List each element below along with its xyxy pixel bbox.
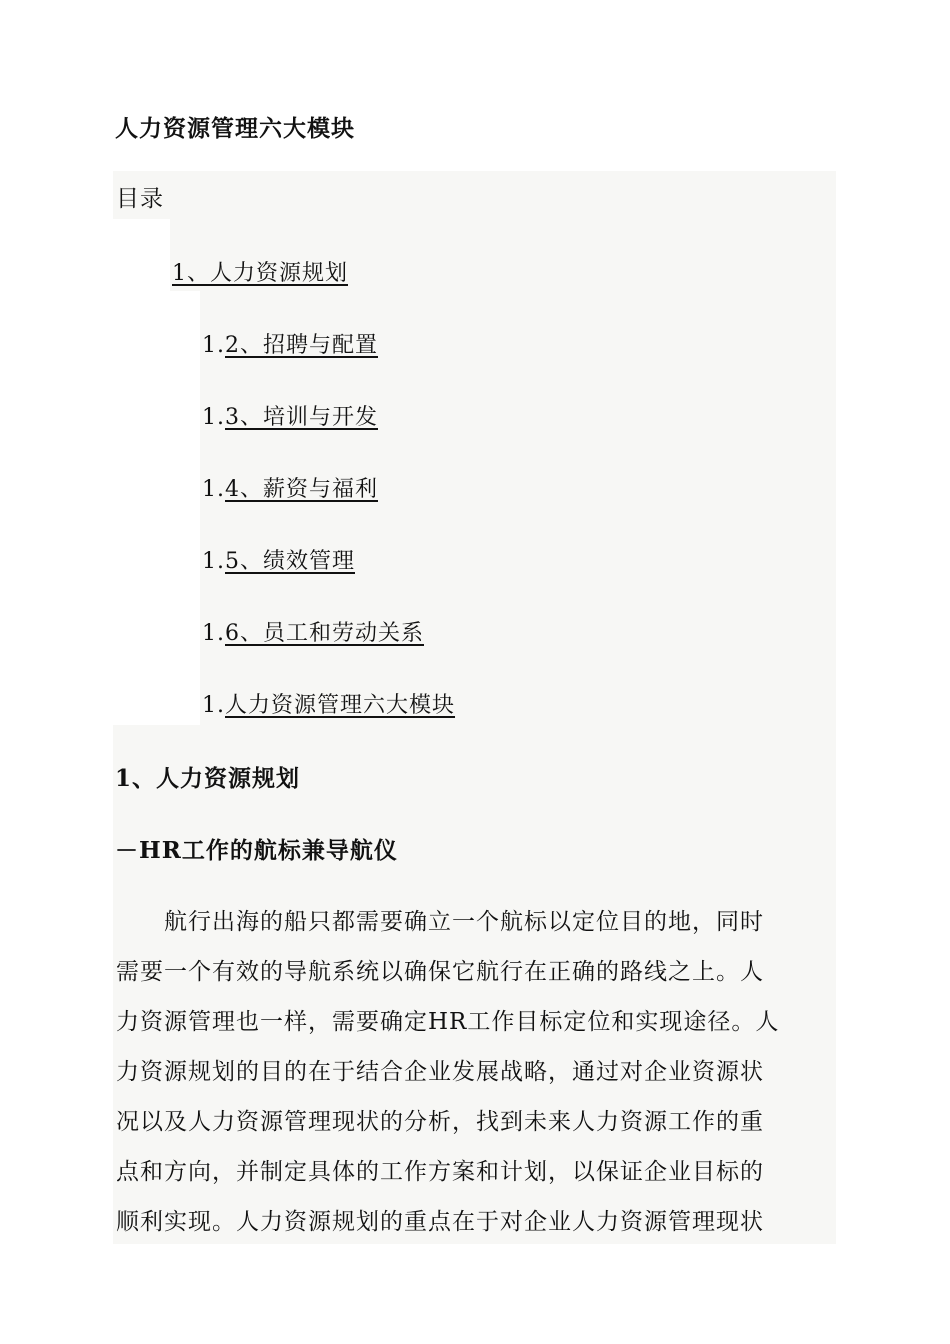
paragraph-line: 点和方向，并制定具体的工作方案和计划，以保证企业目标的 [116,1159,764,1185]
paragraph-line: 顺利实现。人力资源规划的重点在于对企业人力资源管理现状 [116,1209,764,1235]
toc-number-prefix: 1. [202,549,225,574]
toc-item[interactable] [202,328,378,359]
toc-link[interactable]: 人力资源管理六大模块 [225,693,456,718]
toc-link[interactable]: 4、薪资与福利 [225,477,378,502]
toc-background [113,171,836,219]
toc-number-prefix: 1. [202,693,225,718]
paragraph-line: 况以及人力资源管理现状的分析，找到未来人力资源工作的重 [116,1109,764,1135]
toc-item[interactable] [202,544,355,575]
paragraph-line: 需要一个有效的导航系统以确保它航行在正确的路线之上。人 [116,959,764,985]
section-heading: 1、人力资源规划 [115,765,301,792]
toc-link[interactable]: 1、人力资源规划 [172,261,348,286]
toc-number-prefix: 1. [202,405,225,430]
toc-link[interactable]: 2、招聘与配置 [225,333,378,358]
toc-link[interactable]: 5、绩效管理 [225,549,355,574]
paragraph-line: 力资源规划的目的在于结合企业发展战略，通过对企业资源状 [116,1059,764,1085]
body-paragraph [116,897,830,1247]
toc-heading: 目录 [116,186,164,212]
toc-number-prefix: 1. [202,477,225,502]
toc-item[interactable] [202,400,378,431]
toc-item[interactable] [202,616,424,647]
toc-link[interactable]: 3、培训与开发 [225,405,378,430]
toc-number-prefix: 1. [202,333,225,358]
toc-item[interactable] [172,256,348,287]
paragraph-line: 力资源管理也一样，需要确定HR工作目标定位和实现途径。人 [116,1009,780,1035]
toc-item[interactable] [202,472,378,503]
toc-link[interactable]: 6、员工和劳动关系 [225,621,424,646]
document-title: 人力资源管理六大模块 [115,115,355,142]
section-subheading: －HR工作的航标兼导航仪 [115,837,398,864]
toc-item[interactable] [202,688,455,719]
toc-number-prefix: 1. [202,621,225,646]
paragraph-line: 航行出海的船只都需要确立一个航标以定位目的地，同时 [116,909,764,935]
